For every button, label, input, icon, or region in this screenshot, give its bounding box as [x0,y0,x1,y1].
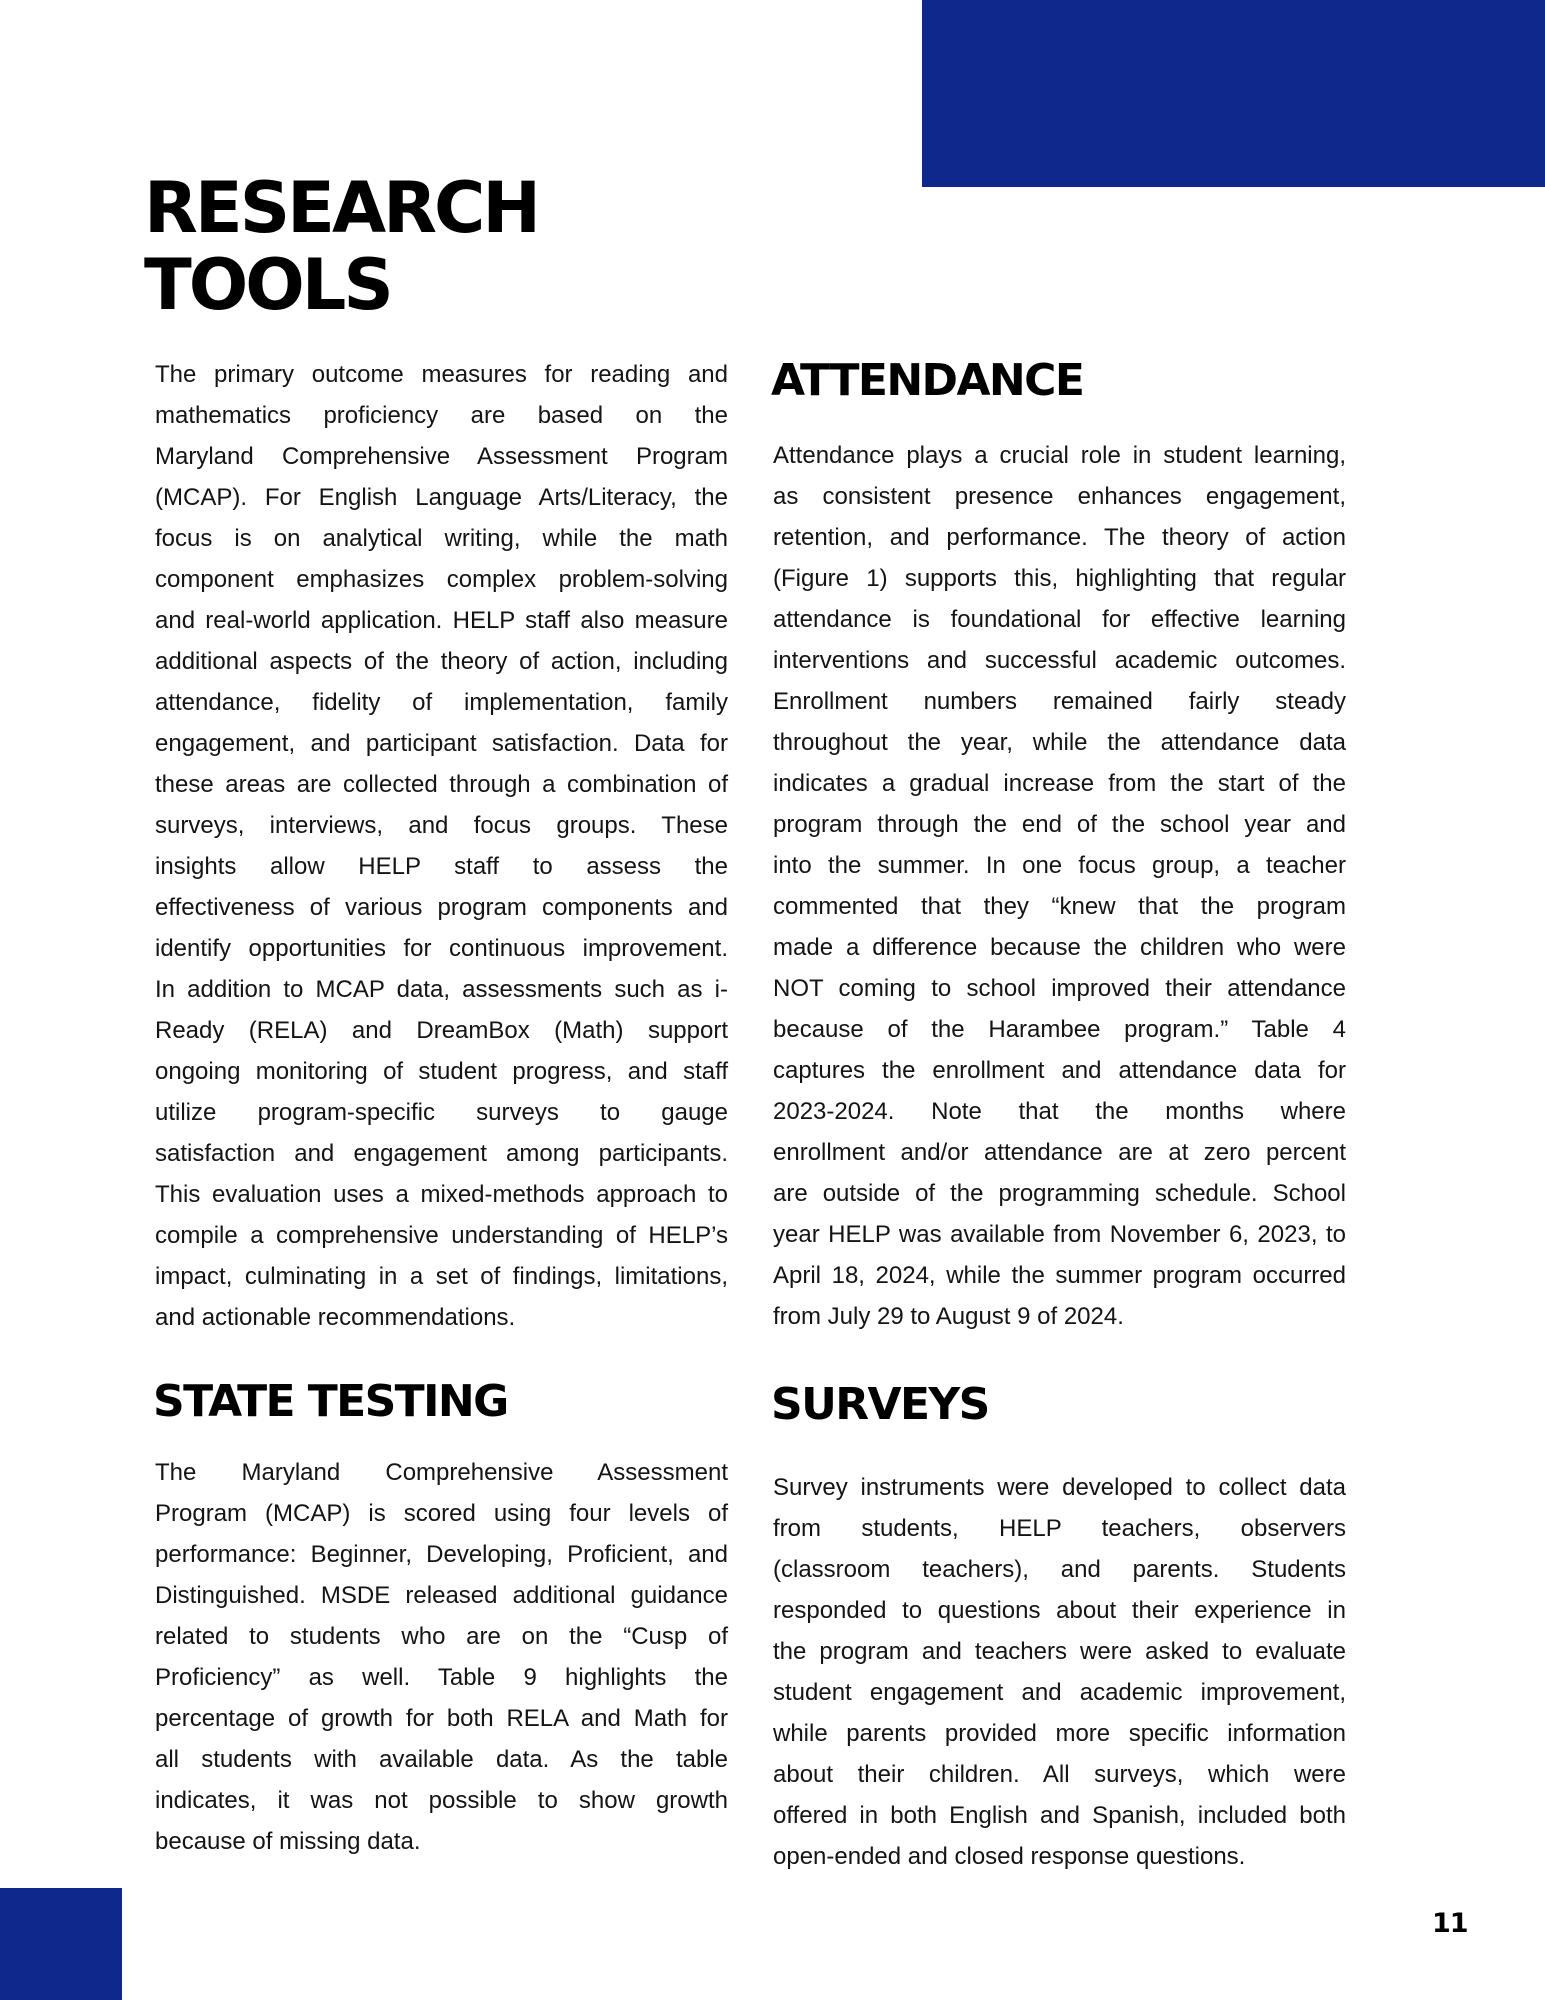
paragraph-line: Survey instruments were developed to collect data [773,1474,1346,1501]
paragraph-line: Attendance plays a crucial role in student learning, [773,442,1346,469]
paragraph-line: NOT coming to school improved their attendance [773,975,1346,1002]
paragraph-line: Maryland Comprehensive Assessment Program [155,443,728,470]
paragraph-line: effectiveness of various program components and [155,894,728,921]
state-testing-paragraph [155,1452,728,1862]
paragraph-line: from students, HELP teachers, observers [773,1515,1346,1542]
paragraph-line: from July 29 to August 9 of 2024. [773,1303,1124,1330]
paragraph-line: student engagement and academic improvement, [773,1679,1346,1706]
paragraph-line: identify opportunities for continuous improvement. [155,935,728,962]
paragraph-line: commented that they “knew that the program [773,893,1346,920]
paragraph-line: indicates a gradual increase from the start of the [773,770,1346,797]
paragraph-line: offered in both English and Spanish, included both [773,1802,1346,1829]
paragraph-line: compile a comprehensive understanding of HELP’s [155,1222,728,1249]
paragraph-line: April 18, 2024, while the summer program occurred [773,1262,1346,1289]
paragraph-line: satisfaction and engagement among participants. [155,1140,728,1167]
paragraph-line: focus is on analytical writing, while the math [155,525,728,552]
paragraph-line: responded to questions about their experience in [773,1597,1346,1624]
paragraph-line: are outside of the programming schedule. School [773,1180,1346,1207]
attendance-paragraph [773,435,1346,1337]
paragraph-line: (classroom teachers), and parents. Students [773,1556,1346,1583]
paragraph-line: percentage of growth for both RELA and Math for [155,1705,728,1732]
paragraph-line: Proficiency” as well. Table 9 highlights the [155,1664,728,1691]
paragraph-line: enrollment and/or attendance are at zero percent [773,1139,1346,1166]
page-title-line-1: RESEARCH [144,167,538,249]
paragraph-line: captures the enrollment and attendance data for [773,1057,1346,1084]
paragraph-line: retention, and performance. The theory of action [773,524,1346,551]
paragraph-line: attendance, fidelity of implementation, family [155,689,728,716]
decorative-bottom-left-block [0,1888,122,2000]
paragraph-line: engagement, and participant satisfaction. Data for [155,730,728,757]
decorative-top-right-block [922,0,1545,187]
page-number: 11 [1432,1908,1468,1939]
paragraph-line: because of the Harambee program.” Table 4 [773,1016,1346,1043]
paragraph-line: about their children. All surveys, which were [773,1761,1346,1788]
state-testing-heading: STATE TESTING [153,1376,508,1427]
paragraph-line: utilize program-specific surveys to gauge [155,1099,728,1126]
intro-paragraph [155,354,728,1338]
paragraph-line: Program (MCAP) is scored using four levels of [155,1500,728,1527]
paragraph-line: made a difference because the children who were [773,934,1346,961]
paragraph-line: related to students who are on the “Cusp of [155,1623,728,1650]
paragraph-line: throughout the year, while the attendance data [773,729,1346,756]
paragraph-line: The primary outcome measures for reading and [155,361,728,388]
paragraph-line: In addition to MCAP data, assessments such as i- [155,976,728,1003]
paragraph-line: open-ended and closed response questions. [773,1843,1246,1870]
page-title-line-2: TOOLS [144,244,391,326]
paragraph-line: program through the end of the school year and [773,811,1346,838]
page-title [144,167,538,326]
paragraph-line: attendance is foundational for effective learning [773,606,1346,633]
paragraph-line: additional aspects of the theory of action, including [155,648,728,675]
paragraph-line: insights allow HELP staff to assess the [155,853,728,880]
paragraph-line: interventions and successful academic outcomes. [773,647,1346,674]
paragraph-line: the program and teachers were asked to evaluate [773,1638,1346,1665]
paragraph-line: into the summer. In one focus group, a teacher [773,852,1346,879]
paragraph-line: while parents provided more specific information [773,1720,1346,1747]
paragraph-line: and real-world application. HELP staff also measure [155,607,728,634]
surveys-heading: SURVEYS [771,1379,989,1430]
paragraph-line: ongoing monitoring of student progress, and staff [155,1058,728,1085]
surveys-paragraph [773,1467,1346,1877]
paragraph-line: 2023-2024. Note that the months where [773,1098,1346,1125]
paragraph-line: because of missing data. [155,1828,421,1855]
attendance-heading: ATTENDANCE [771,355,1084,406]
paragraph-line: as consistent presence enhances engagement, [773,483,1346,510]
paragraph-line: (Figure 1) supports this, highlighting that regular [773,565,1346,592]
paragraph-line: indicates, it was not possible to show growth [155,1787,728,1814]
paragraph-line: Distinguished. MSDE released additional guidance [155,1582,728,1609]
paragraph-line: mathematics proficiency are based on the [155,402,728,429]
paragraph-line: and actionable recommendations. [155,1304,516,1331]
paragraph-line: Ready (RELA) and DreamBox (Math) support [155,1017,728,1044]
paragraph-line: performance: Beginner, Developing, Proficient, and [155,1541,728,1568]
paragraph-line: all students with available data. As the table [155,1746,728,1773]
paragraph-line: (MCAP). For English Language Arts/Literacy, the [155,484,728,511]
paragraph-line: surveys, interviews, and focus groups. These [155,812,728,839]
paragraph-line: year HELP was available from November 6, 2023, to [773,1221,1346,1248]
paragraph-line: This evaluation uses a mixed-methods approach to [155,1181,728,1208]
paragraph-line: component emphasizes complex problem-solving [155,566,728,593]
paragraph-line: these areas are collected through a combination of [155,771,728,798]
paragraph-line: Enrollment numbers remained fairly steady [773,688,1346,715]
paragraph-line: impact, culminating in a set of findings, limitations, [155,1263,728,1290]
paragraph-line: The Maryland Comprehensive Assessment [155,1459,728,1486]
